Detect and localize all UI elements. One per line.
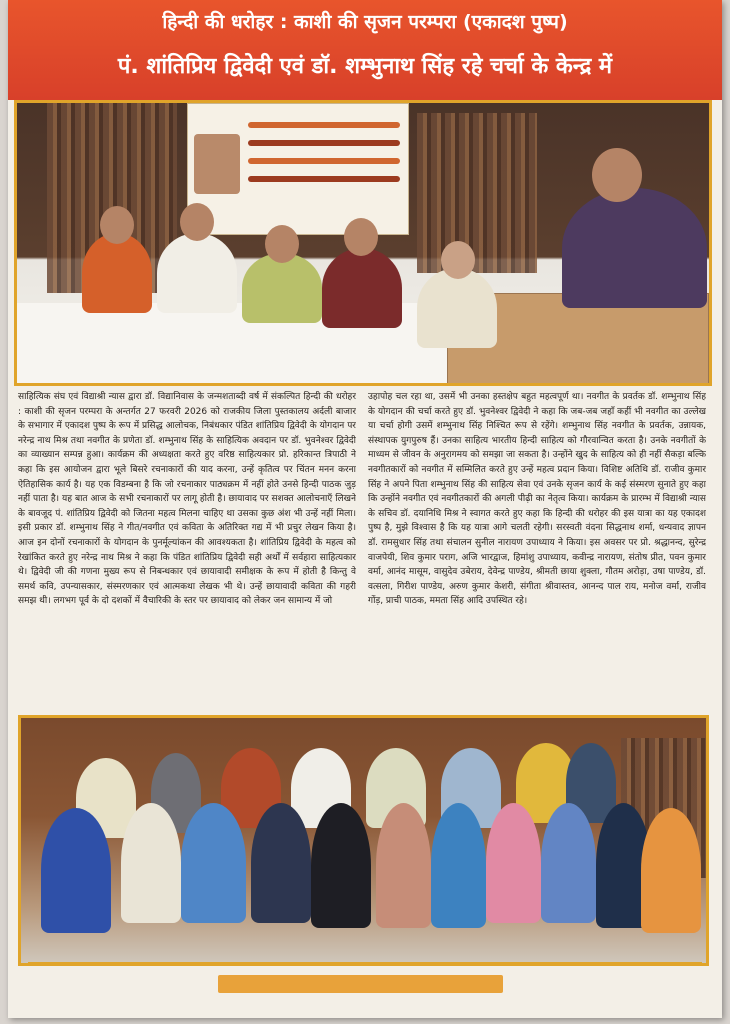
- poster-line: [248, 122, 400, 128]
- guest-head: [100, 206, 134, 244]
- stage-photo: [14, 100, 712, 386]
- seated-member: [376, 803, 431, 928]
- poster-line: [248, 158, 400, 164]
- seated-member: [251, 803, 311, 923]
- seated-member: [431, 803, 486, 928]
- guest-head: [180, 203, 214, 241]
- speaker: [562, 188, 707, 308]
- seated-member: [181, 803, 246, 923]
- seated-guest: [322, 248, 402, 328]
- bookshelf-right: [417, 113, 537, 273]
- seated-guest: [157, 233, 237, 313]
- speaker-head: [592, 148, 642, 202]
- footer-ornament: [218, 975, 503, 993]
- seated-guest: [82, 233, 152, 313]
- poster-line: [248, 140, 400, 146]
- poster-portrait: [194, 134, 240, 194]
- group-photo: [18, 715, 709, 966]
- seated-member: [486, 803, 541, 923]
- seated-member: [121, 803, 181, 923]
- article-column-2: उहापोह चल रहा था, उसमें भी उनका हस्तक्षेप बहुत महत्वपूर्ण था। नवगीत के प्रवर्तक डॉ. शम्भुनाथ सिंह के योगदान की चर्चा करते हुए डॉ. भुवनेश्वर द्विवेदी ने कहा कि जब-जब जहाँ कहीं भी नवगीत का उल्लेख या चर्चा होगी उसमें शम्भुनाथ सिंह निश्चित रूप से रहेंगे। शम्भुनाथ सिंह नवगीत के प्रवर्तक, उन्नायक, संस्थापक युगपुरुष हैं। उनका साहित्य भारतीय हिन्दी साहित्य को गौरवान्वित करता है। उनके नवगीतों के माध्यम से जीवन के अनुरागमय को समझा जा सकता है। उन्होंने खुद के साहित्य को ही नहीं सैकड़ा बल्कि नवगीतकारों को नवगीत में सम्मिलित करते हुए उन्हें महत्व प्रदान किया। विशिष्ट अतिथि डॉ. राजीव कुमार सिंह ने अपने पिता शम्भुनाथ सिंह की साहित्य सेवा एवं उनके सृजन कार्य के कई संस्मरण सुनाते हुए कहा कि उन्होंने नवगीत एवं नवगीतकारों की अगली पीढ़ी का नेतृत्व किया। कार्यक्रम के प्रारम्भ में विद्याश्री न्यास के सचिव डॉ. दयानिधि मिश्र ने स्वागत करते हुए कहा कि हिन्दी की धरोहर की इस यात्रा का यह एकादश पुष्प है, मुझे विश्वास है कि यह यात्रा आगे चलती रहेगी। सरस्वती वंदना सिद्धनाथ शर्मा, धन्यवाद ज्ञापन डॉ. रामसुधार सिंह तथा संचालन सुनील नारायण उपाध्याय ने किया। इस अवसर पर प्रो. श्रद्धानन्द, सुरेन्द्र वाजपेयी, शिव कुमार पराग, अजि भारद्वाज, हिमांशु उपाध्याय, कवीन्द्र नारायण, संतोष प्रीत, पवन कुमार वर्मा, आनंद मासूम, वासुदेव उबेराय, देवेन्द्र पाण्डेय, श्रीमती छाया शुक्ला, गौतम अरोड़ा, उषा पाण्डेय, डॉ. वत्सला, गिरीश पाण्डेय, अरुण कुमार केशरी, संगीता श्रीवास्तव, आनन्द पाल राय, मनोज वर्मा, राजीव गोंड़, प्राची पाठक, ममता सिंह आदि उपस्थित रहे।: [368, 392, 706, 607]
- poster-line: [248, 176, 400, 182]
- seated-guest: [242, 253, 322, 323]
- magazine-page: [8, 0, 722, 1018]
- seated-guest: [417, 268, 497, 348]
- article-body: [18, 390, 708, 705]
- seated-member: [541, 803, 596, 923]
- event-banner-poster: [187, 103, 409, 235]
- guest-head: [441, 241, 475, 279]
- guest-head: [265, 225, 299, 263]
- footer-rule: [28, 962, 702, 964]
- article-column-1: साहित्यिक संघ एवं विद्याश्री न्यास द्वारा डॉ. विद्यानिवास के जन्मशताब्दी वर्ष में संकल्पित हिन्दी की धरोहर : काशी की सृजन परम्परा के अन्तर्गत 27 फरवरी 2026 को राजकीय जिला पुस्तकालय अर्दली बाजार के सभागार में एकादश पुष्प के रूप में प्रसिद्ध आलोचक, निबंधकार पंडित शांतिप्रिय द्विवेदी के योगदान पर नरेन्द्र नाथ मिश्र तथा नवगीत के प्रणेता डॉ. शम्भुनाथ सिंह के साहित्यिक अवदान पर डॉ. भुवनेश्वर द्विवेदी का व्याख्यान सम्पन्न हुआ। कार्यक्रम की अध्यक्षता करते हुए वरिष्ठ साहित्यकार प्रो. हरिकान्त त्रिपाठी ने कहा कि इस आयोजन द्वारा भूले बिसरे रचनाकारों की याद करना, उन्हें कृतित्व पर चिंतन मनन करना ऐतिहासिक कार्य है। यह एक विडम्बना है कि जो रचनाकार पाठ्यक्रम में नहीं होते उनसे हिन्दी पाठक जुड़ नहीं पाता है। यह बात आज के सभी रचनाकारों पर लागू होती है। छायावाद पर सशक्त आलोचनाएँ लिखने के बावजूद पं. शांतिप्रिय द्विवेदी को जितना महत्व मिलना चाहिए था उसका कुछ अंश भी उन्हें नहीं मिला। इसी प्रकार डॉ. शम्भुनाथ सिंह ने गीत/नवगीत एवं कविता के अतिरिक्त गद्य में भी प्रचुर लेखन किया है। आज इन दोनों रचनाकारों के योगदान के पुनर्मूल्यांकन की आवश्यकता है। शांतिप्रिय द्विवेदी के महत्व को रेखांकित करते हुए नरेन्द्र नाथ मिश्र ने कहा कि पंडित शांतिप्रिय द्विवेदी सही अर्थों में सर्वहारा साहित्यकार थे। द्विवेदी जी की गणना मुख्य रूप से निबन्धकार एवं छायावादी समीक्षक के रूप में होती है किन्तु वे समर्थ कवि, उपन्यासकार, संस्मरणकार एवं आत्मकथा लेखक भी थे। उन्हें छायावादी कविता की गहरी समझ थी। लगभग पूर्व के दो दशकों में वैचारिकी के स्तर पर छायावाद को लेकर जन सामान्य में जो: [18, 392, 356, 607]
- seated-member: [311, 803, 371, 928]
- seated-member: [41, 808, 111, 933]
- headline-main-title: पं. शांतिप्रिय द्विवेदी एवं डॉ. शम्भुनाथ सिंह रहे चर्चा के केन्द्र में: [117, 54, 613, 79]
- seated-member: [641, 808, 701, 933]
- headline-banner: [8, 0, 722, 100]
- guest-head: [344, 218, 378, 256]
- headline-series-title: हिन्दी की धरोहर : काशी की सृजन परम्परा (एकादश पुष्प): [162, 11, 568, 33]
